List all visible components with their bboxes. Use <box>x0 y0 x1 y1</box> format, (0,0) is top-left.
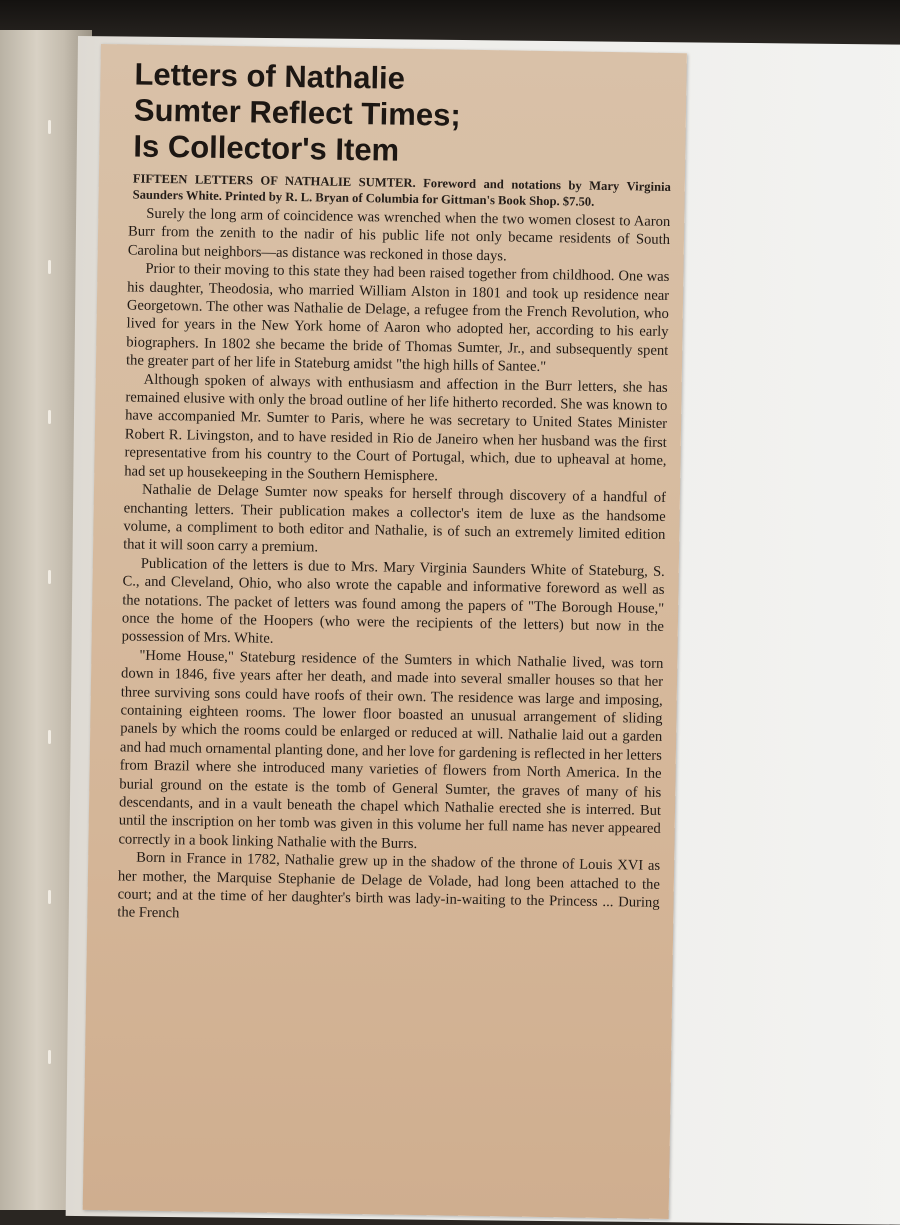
article-paragraph: Prior to their moving to this state they had been raised together from childhood. One was his daughter, Theodosia, who married William Alston in 1801 and took up residence near Georgetown. The other was Nathalie de Delage, a refugee from the French Revolution, who lived for years in the New York home of Aaron who adopted her, according to his early biographers. In 1802 she became the bride of Thomas Sumter, Jr., and subsequently spent the greater part of her life in Stateburg amidst "the high hills of Santee." <box>125 260 670 376</box>
headline-line: Is Collector's Item <box>133 128 400 168</box>
article-paragraph: Born in France in 1782, Nathalie grew up in the shadow of the throne of Louis XVI as her mother, the Marquise Stephanie de Delage de Volade, had long been attached to the court; and at the time of her daughter's birth was lady-in-waiting to the Princess ... During the French <box>117 849 661 922</box>
article-headline <box>133 57 673 173</box>
article-paragraph: Although spoken of always with enthusiasm and affection in the Burr letters, she has remained elusive with only the broad outline of her life hitherto recorded. She was known to have accompanied Mr. Sumter to Paris, where he was secretary to United States Minister Robert R. Livingston, and to have resided in Rio de Janeiro when her husband was the first representative from his country to the Court of Portugal, which, due to upheaval at home, had set up housekeeping in the Southern Hemisphere. <box>124 371 668 485</box>
headline-line: Letters of Nathalie <box>134 56 406 96</box>
article-paragraph: "Home House," Stateburg residence of the Sumters in which Nathalie lived, was torn down in 1846, five years after her death, and made into several smaller houses so that her three surviving sons could have roofs of their own. The residence was large and imposing, containing eighteen rooms. The lower floor boasted an unusual arrangement of sliding panels by which the rooms could be enlarged or reduced at will. Nathalie laid out a garden and had much ornamental planting done, and her love for gardening is reflected in her letters from Brazil where she introduced many varieties of flowers from North America. In the burial ground on the estate is the tomb of General Sumter, the graves of many of his descendants, and in a vault beneath the chapel which Nathalie erected she is interred. But until the inscription on her tomb was given in this volume her full name has never appeared correctly in a book linking Nathalie with the Burrs. <box>118 647 664 852</box>
article-paragraph: Publication of the letters is due to Mrs. Mary Virginia Saunders White of Stateburg, S. C., and Cleveland, Ohio, who also wrote the capable and informative foreword as well as the notations. The packet of letters was found among the papers of "The Borough House," once the home of the Hoopers (who were the recipients of the letters) but now in the possession of Mrs. White. <box>121 555 665 648</box>
article-body <box>117 204 670 930</box>
headline-line: Sumter Reflect Times; <box>133 92 461 133</box>
article-paragraph: Surely the long arm of coincidence was wrenched when the two women closest to Aaron Burr from the zenith to the nadir of his public life not only became residents of South Carolina but neighbors—as distance was reckoned in those days. <box>127 205 671 265</box>
article-paragraph: Nathalie de Delage Sumter now speaks for herself through discovery of a handful of enchanting letters. Their publication makes a collector's item de luxe as the handsome volume, a compliment to both editor and Nathalie, is of such an extremely limited edition that it will soon carry a premium. <box>123 481 667 556</box>
book-citation: FIFTEEN LETTERS OF NATHALIE SUMTER. Foreword and notations by Mary Virginia Saunders White. Printed by R. L. Bryan of Columbia for Gittman's Book Shop. $7.50. <box>132 171 671 209</box>
newspaper-clipping <box>83 44 687 1219</box>
